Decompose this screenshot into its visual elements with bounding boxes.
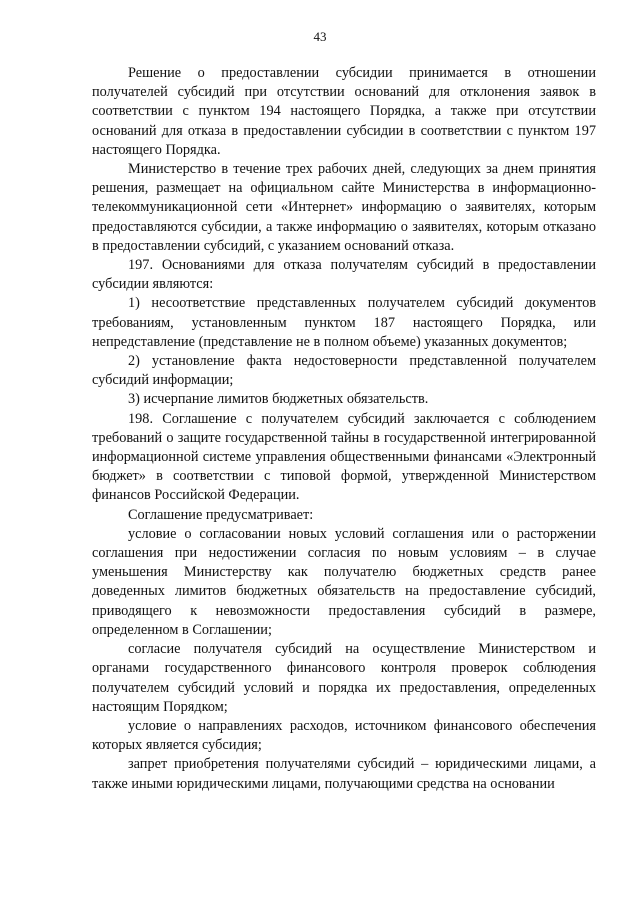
paragraph-197: 197. Основаниями для отказа получателям субсидий в предоставлении субсидии являются:: [92, 257, 596, 293]
body-text: [92, 64, 596, 794]
list-item-3: 3) исчерпание лимитов бюджетных обязательств.: [128, 391, 429, 408]
paragraph-consent-inspections: согласие получателя субсидий на осуществление Министерством и органами государственного финансового контроля проверок соблюдения получателем субсидий условий и порядка их предоставления, определенных настоящим Порядком;: [92, 641, 596, 715]
list-item-2: 2) установление факта недостоверности представленной получателем субсидий информации;: [92, 353, 596, 389]
paragraph-198: 198. Соглашение с получателем субсидий заключается с соблюдением требований о защите государственной тайны в государственной интегрированной информационной системе управления общественными финансами «Электронный бюджет» в соответствии с типовой формой, утвержденной Министерством финансов Российской Федерации.: [92, 410, 596, 504]
list-item-1: 1) несоответствие представленных получателем субсидий документов требованиям, установленным пунктом 187 настоящего Порядка, или непредставление (представление не в полном объеме) указанных документов;: [92, 295, 596, 350]
paragraph-decision: Решение о предоставлении субсидии принимается в отношении получателей субсидий при отсутствии оснований для отклонения заявок в соответствии с пунктом 194 настоящего Порядка, а также при отсутствии оснований для отказа в предоставлении субсидии в соответствии с пунктом 197 настоящего Порядка.: [92, 65, 596, 158]
paragraph-ministry-publication: Министерство в течение трех рабочих дней, следующих за днем принятия решения, размещает на официальном сайте Министерства в информационно-телекоммуникационной сети «Интернет» информацию о заявителях, которым предоставляются субсидии, а также информацию о заявителях, которым отказано в предоставлении субсидий, с указанием оснований отказа.: [92, 161, 596, 254]
paragraph-agreement-provides: Соглашение предусматривает:: [128, 506, 314, 523]
paragraph-purchase-prohibition: запрет приобретения получателями субсидий – юридическими лицами, а также иными юридическими лицами, получающими средства на основании: [92, 756, 596, 792]
paragraph-condition-renegotiation: условие о согласовании новых условий соглашения или о расторжении соглашения при недостижении согласия по новым условиям – в случае уменьшения Министерству как получателю бюджетных средств ранее доведенных лимитов бюджетных обязательств на предоставление субсидий, приводящего к невозможности предоставления субсидий в размере, определенном в Соглашении;: [92, 525, 596, 638]
paragraph-expense-directions: условие о направлениях расходов, источником финансового обеспечения которых является субсидия;: [92, 717, 596, 754]
page-number: 43: [313, 29, 327, 44]
